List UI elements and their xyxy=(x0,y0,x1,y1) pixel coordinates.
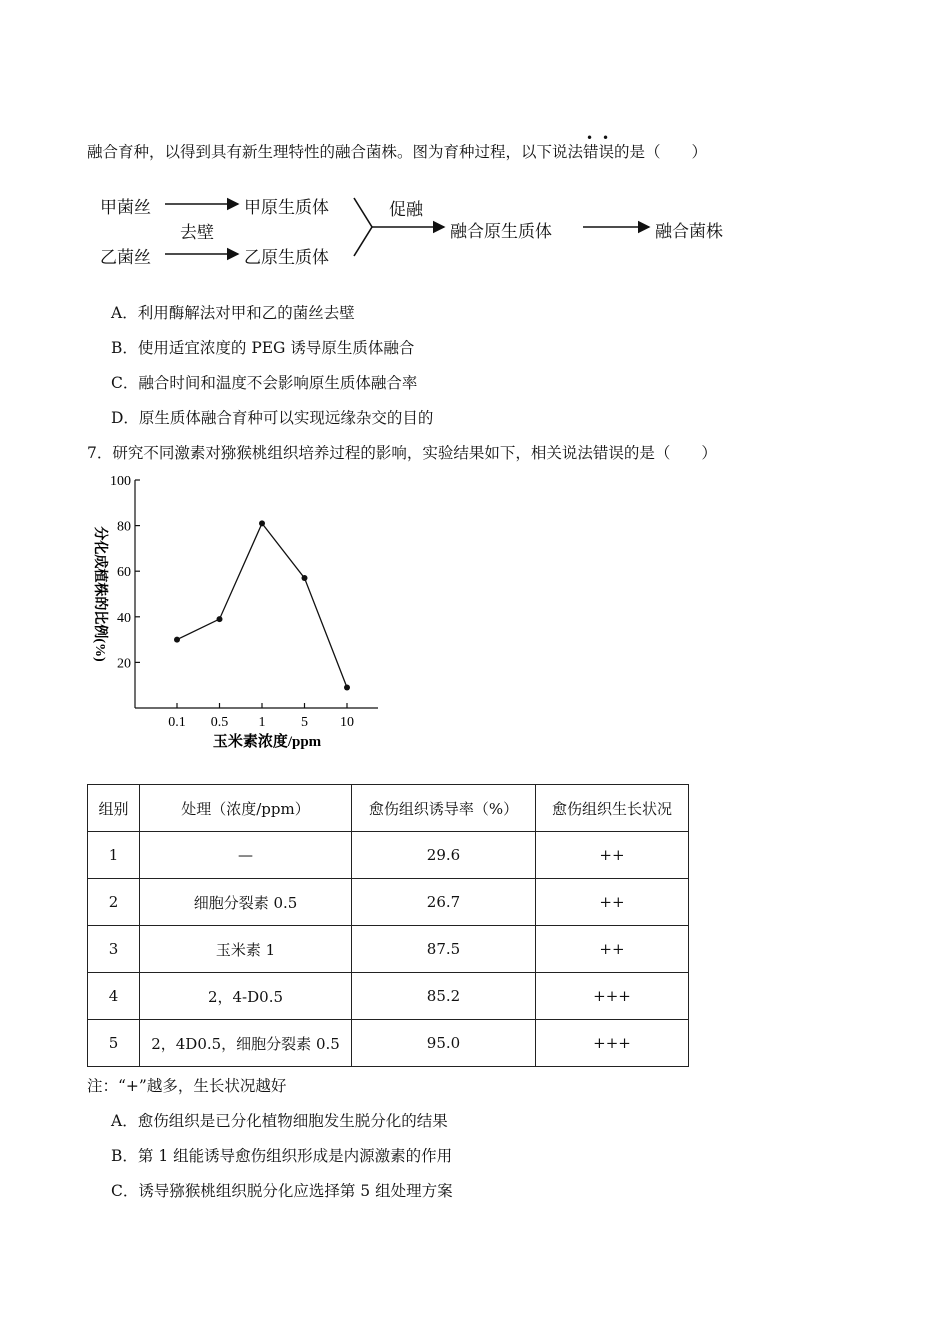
promote-fusion-label: 促融 xyxy=(389,200,423,220)
table-note: 注：“+”越多，生长状况越好 xyxy=(87,1077,287,1095)
y-tick-label: 60 xyxy=(117,565,131,581)
header-growth: 愈伤组织生长状况 xyxy=(536,785,689,832)
table-cell: 26.7 xyxy=(352,879,536,926)
jia-mycelium-label: 甲菌丝 xyxy=(100,198,151,218)
yi-mycelium-label: 乙菌丝 xyxy=(100,248,151,268)
data-point xyxy=(217,616,223,622)
q6-option-d: D．原生质体融合育种可以实现远缘杂交的目的 xyxy=(111,409,434,427)
x-tick-label: 1 xyxy=(258,715,266,730)
table-header-row xyxy=(88,785,689,832)
x-axis-label: 玉米素浓度/ppm xyxy=(212,734,322,750)
table-cell: 3 xyxy=(88,926,140,973)
flow-arrows xyxy=(0,0,950,300)
y-tick-label: 100 xyxy=(110,474,131,489)
table-cell: ++ xyxy=(536,832,689,879)
table-cell: 95.0 xyxy=(352,1020,536,1067)
table-cell: 5 xyxy=(88,1020,140,1067)
table-cell: 1 xyxy=(88,832,140,879)
header-treatment: 处理（浓度/ppm） xyxy=(140,785,352,832)
q7-option-c: C．诱导猕猴桃组织脱分化应选择第 5 组处理方案 xyxy=(111,1182,453,1200)
table-cell: ++ xyxy=(536,879,689,926)
table-cell: 87.5 xyxy=(352,926,536,973)
remove-wall-label: 去壁 xyxy=(180,223,214,243)
q6-emphasis-text: 错误 xyxy=(583,143,615,161)
jia-protoplast-label: 甲原生质体 xyxy=(244,198,329,218)
q6-option-c: C．融合时间和温度不会影响原生质体融合率 xyxy=(111,374,418,392)
table-row xyxy=(88,973,689,1020)
x-tick-label: 0.1 xyxy=(168,715,186,730)
q6-stem-tail: 的是（ ） xyxy=(614,143,708,161)
y-tick-label: 20 xyxy=(117,656,131,672)
table-row xyxy=(88,1020,689,1067)
table-cell: +++ xyxy=(536,1020,689,1067)
x-tick-label: 0.5 xyxy=(210,715,229,730)
table-cell: 2，4D0.5，细胞分裂素 0.5 xyxy=(140,1020,352,1067)
table-row xyxy=(88,879,689,926)
data-point xyxy=(259,520,265,526)
data-point xyxy=(174,637,180,643)
hormone-table xyxy=(87,784,689,1067)
table-row xyxy=(88,926,689,973)
table-cell: 85.2 xyxy=(352,973,536,1020)
table-cell: 2，4-D0.5 xyxy=(140,973,352,1020)
q6-stem-text: 融合育种，以得到具有新生理特性的融合菌株。图为育种过程，以下说法 xyxy=(87,143,584,161)
table-cell: 2 xyxy=(88,879,140,926)
fused-protoplast-label: 融合原生质体 xyxy=(450,222,552,242)
fused-strain-label: 融合菌株 xyxy=(655,222,723,242)
table-cell: 29.6 xyxy=(352,832,536,879)
table-cell: 4 xyxy=(88,973,140,1020)
data-point xyxy=(344,684,350,690)
table-cell: 细胞分裂素 0.5 xyxy=(140,879,352,926)
table-cell: — xyxy=(140,832,352,879)
data-point xyxy=(302,575,308,581)
x-tick-label: 10 xyxy=(340,715,354,730)
q6-option-a: A．利用酶解法对甲和乙的菌丝去壁 xyxy=(111,304,355,322)
table-cell: 玉米素 1 xyxy=(140,926,352,973)
q7-option-a: A．愈伤组织是已分化植物细胞发生脱分化的结果 xyxy=(111,1112,448,1130)
header-induction-rate: 愈伤组织诱导率（%） xyxy=(352,785,536,832)
q6-emphasis: • • 错误 xyxy=(583,131,615,161)
table-cell: ++ xyxy=(536,926,689,973)
merge-bracket xyxy=(354,198,372,256)
q7-stem: 7．研究不同激素对猕猴桃组织培养过程的影响，实验结果如下，相关说法错误的是（ ） xyxy=(87,444,717,462)
y-axis-label: 分化成植株的比例(%) xyxy=(92,526,107,662)
table-cell: +++ xyxy=(536,973,689,1020)
header-group: 组别 xyxy=(88,785,140,832)
x-tick-label: 5 xyxy=(301,715,308,730)
y-tick-label: 80 xyxy=(117,519,131,535)
y-tick-label: 40 xyxy=(117,610,131,626)
series-line xyxy=(177,523,347,687)
q6-option-b: B．使用适宜浓度的 PEG 诱导原生质体融合 xyxy=(111,339,415,357)
yi-protoplast-label: 乙原生质体 xyxy=(244,248,329,268)
table-row xyxy=(88,832,689,879)
q7-option-b: B．第 1 组能诱导愈伤组织形成是内源激素的作用 xyxy=(111,1147,453,1165)
zeatin-chart xyxy=(80,470,400,760)
